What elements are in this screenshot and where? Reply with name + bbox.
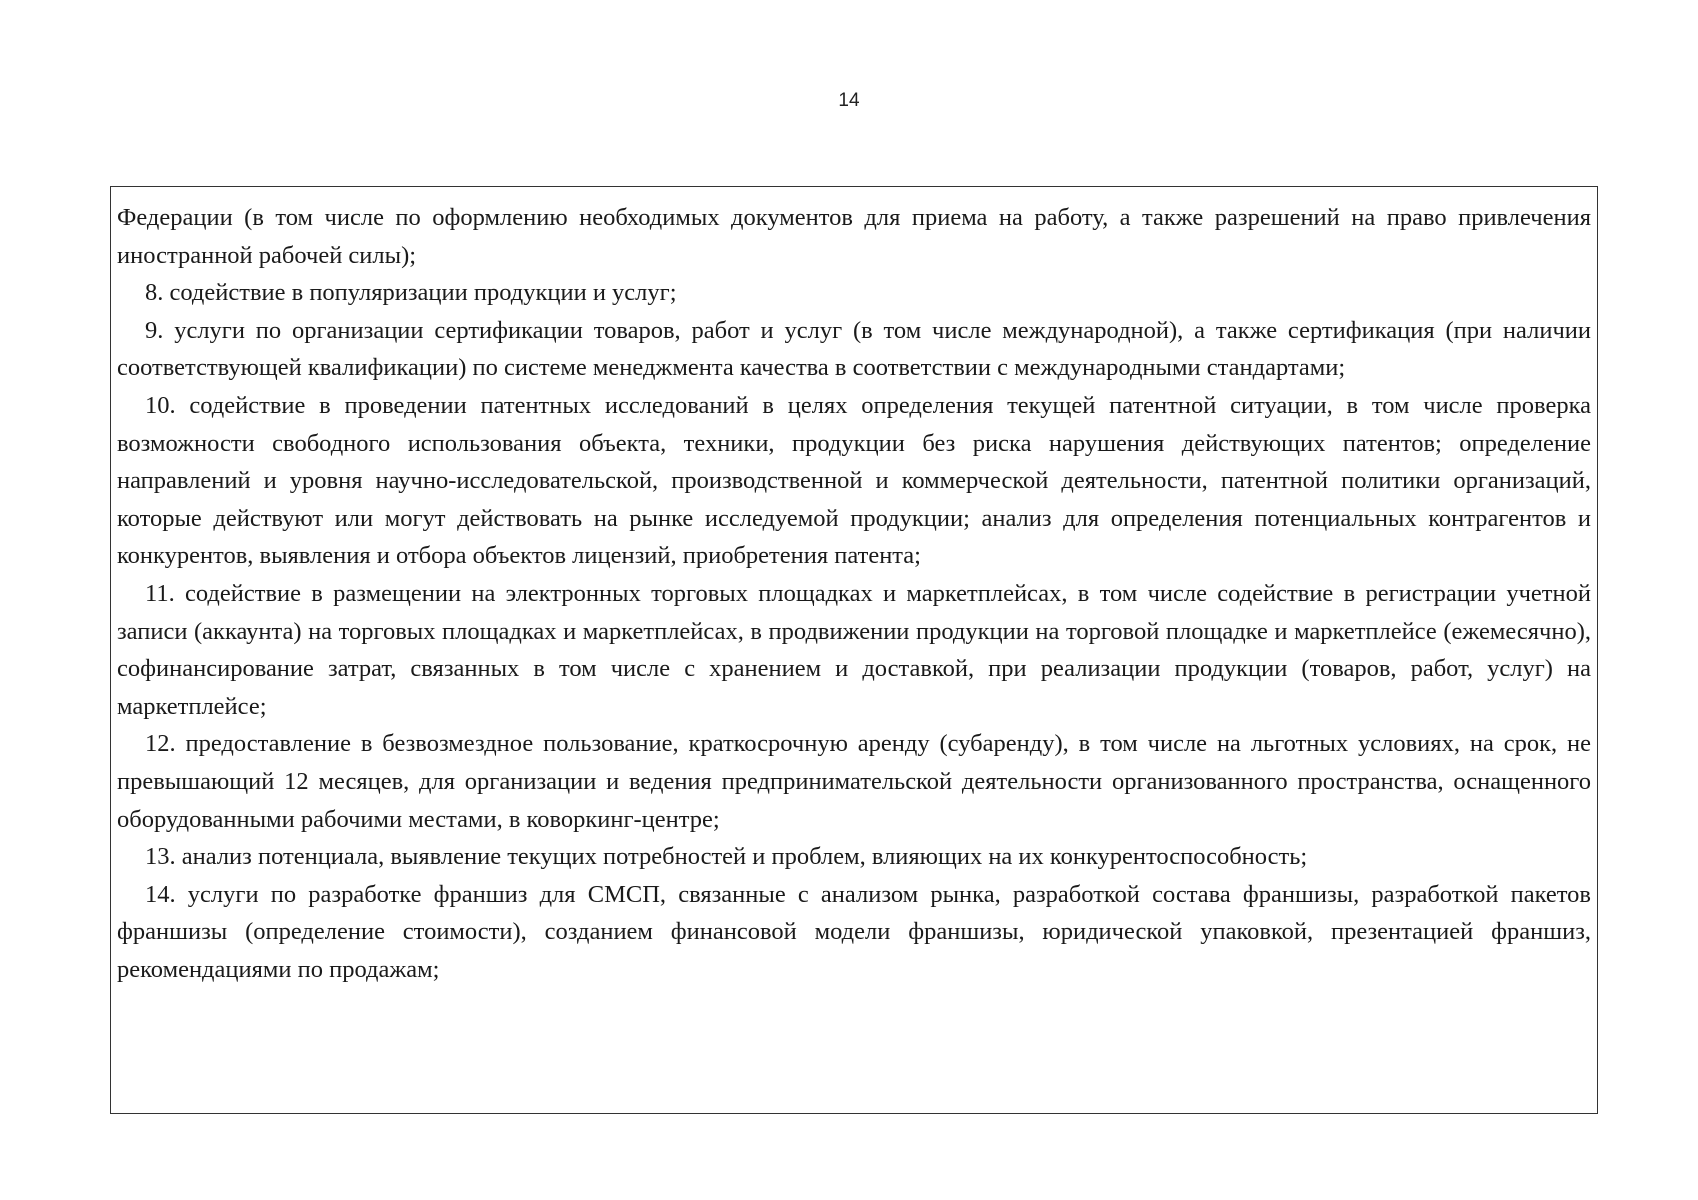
list-item-9: 9. услуги по организации сертификации товаров, работ и услуг (в том числе международной), а также сертификация (при наличии соответствующей квалификации) по системе менеджмента качества в соответствии с международными стандартами;: [117, 316, 1591, 382]
list-item-12: 12. предоставление в безвозмездное пользование, краткосрочную аренду (субаренду), в том числе на льготных условиях, на срок, не превышающий 12 месяцев, для организации и ведения предпринимательской деятельности организованного пространства, оснащенного оборудованными рабочими местами, в коворкинг-центре;: [117, 730, 1591, 833]
list-item-8: 8. содействие в популяризации продукции и услуг;: [145, 279, 677, 307]
document-body: [117, 199, 1591, 988]
list-item-11: 11. содействие в размещении на электронных торговых площадках и маркетплейсах, в том числе содействие в регистрации учетной записи (аккаунта) на торговых площадках и маркетплейсах, в продвижении продукции на торговой площадке и маркетплейсе (ежемесячно), софинансирование затрат, связанных в том числе с хранением и доставкой, при реализации продукции (товаров, работ, услуг) на маркетплейсе;: [117, 579, 1591, 720]
paragraph-continuation: Федерации (в том числе по оформлению необходимых документов для приема на работу, а также разрешений на право привлечения иностранной рабочей силы);: [117, 204, 1591, 269]
list-item-13: 13. анализ потенциала, выявление текущих потребностей и проблем, влияющих на их конкурентоспособность;: [145, 843, 1308, 871]
page-number: 14: [838, 90, 860, 111]
list-item-14: 14. услуги по разработке франшиз для СМСП, связанные с анализом рынка, разработкой состава франшизы, разработкой пакетов франшизы (определение стоимости), созданием финансовой модели франшизы, юридической упаковкой, презентацией франшиз, рекомендациями по продажам;: [117, 880, 1591, 983]
list-item-10: 10. содействие в проведении патентных исследований в целях определения текущей патентной ситуации, в том числе проверка возможности свободного использования объекта, техники, продукции без риска нарушения действующих патентов; определение направлений и уровня научно-исследовательской, производственной и коммерческой деятельности, патентной политики организаций, которые действуют или могут действовать на рынке исследуемой продукции; анализ для определения потенциальных контрагентов и конкурентов, выявления и отбора объектов лицензий, приобретения патента;: [117, 391, 1591, 570]
